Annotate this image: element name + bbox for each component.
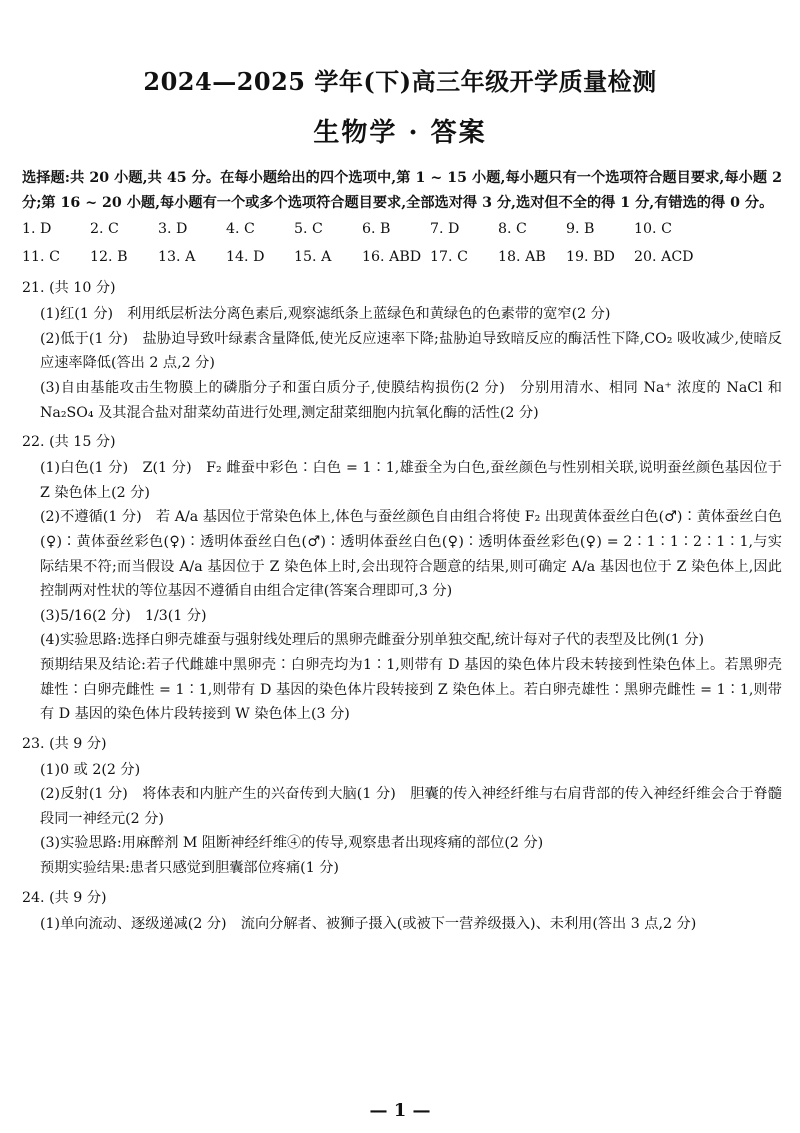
answer-item: 4. C bbox=[226, 221, 255, 238]
answer-item: 10. C bbox=[634, 221, 672, 238]
answer-paragraph: (2)低于(1 分) 盐胁迫导致叶绿素含量降低,使光反应速率下降;盐胁迫导致暗反应的酶活性下降,CO₂ 吸收减少,使暗反应速率降低(答出 2 点,2 分) bbox=[40, 330, 782, 372]
answer-item: 12. B bbox=[90, 249, 128, 266]
answer-item: 14. D bbox=[226, 249, 265, 266]
page-title: 2024—2025 学年(下)高三年级开学质量检测 bbox=[143, 67, 657, 96]
answer-item: 7. D bbox=[430, 221, 460, 238]
answer-item: 13. A bbox=[158, 249, 196, 266]
answer-item: 9. B bbox=[566, 221, 595, 238]
answer-item: 1. D bbox=[22, 221, 52, 238]
question-21 bbox=[22, 274, 782, 425]
answer-item: 19. BD bbox=[566, 249, 615, 266]
answer-paragraph: (3)实验思路:用麻醉剂 M 阻断神经纤维④的传导,观察患者出现疼痛的部位(2 分) bbox=[40, 835, 544, 852]
answer-paragraph: (1)单向流动、逐级递减(2 分) 流向分解者、被狮子摄入(或被下一营养级摄入)、未利用(答出 3 点,2 分) bbox=[40, 915, 697, 932]
answer-item: 17. C bbox=[430, 249, 468, 266]
answer-paragraph: 预期结果及结论:若子代雌雄中黑卵壳∶白卵壳均为1∶1,则带有 D 基因的染色体片段未转接到性染色体上。若黑卵壳雄性∶白卵壳雌性 = 1∶1,则带有 D 基因的染色体片段转接到 Z 染色体上。若白卵壳雄性∶黑卵壳雌性 = 1∶1,则带有 D 基因的染色体片段转接到 W 染色体上(3 分) bbox=[40, 656, 782, 723]
answer-item: 5. C bbox=[294, 221, 323, 238]
answer-paragraph: (1)0 或 2(2 分) bbox=[40, 761, 141, 778]
question-heading: 22. (共 15 分) bbox=[22, 434, 116, 451]
answer-item: 20. ACD bbox=[634, 249, 694, 266]
answer-paragraph: (2)反射(1 分) 将体表和内脏产生的兴奋传到大脑(1 分) 胆囊的传入神经纤维与右肩背部的传入神经纤维会合于脊髓段同一神经元(2 分) bbox=[40, 786, 782, 827]
question-heading: 23. (共 9 分) bbox=[22, 735, 107, 752]
answer-paragraph: (3)5/16(2 分) 1/3(1 分) bbox=[40, 607, 207, 624]
answer-paragraph: (3)自由基能攻击生物膜上的磷脂分子和蛋白质分子,使膜结构损伤(2 分) 分别用清水、相同 Na⁺ 浓度的 NaCl 和 Na₂SO₄ 及其混合盐对甜菜幼苗进行处理,测定甜菜细胞内抗氧化酶的活性(2 分) bbox=[40, 379, 782, 421]
question-heading: 21. (共 10 分) bbox=[22, 280, 116, 297]
page-subtitle: 生物学 · 答案 bbox=[313, 118, 487, 148]
answer-item: 18. AB bbox=[498, 249, 546, 266]
choice-answers-row-2 bbox=[22, 243, 782, 271]
question-23 bbox=[22, 730, 782, 881]
answer-item: 8. C bbox=[498, 221, 527, 238]
answer-item: 3. D bbox=[158, 221, 188, 238]
answer-paragraph: (2)不遵循(1 分) 若 A/a 基因位于常染色体上,体色与蚕丝颜色自由组合将使 F₂ 出现黄体蚕丝白色(♂)∶黄体蚕丝白色(♀)∶黄体蚕丝彩色(♀)∶透明体蚕丝白色(♂)∶透明体蚕丝白色(♀)∶透明体蚕丝彩色(♀) = 2∶1∶1∶2∶1∶1,与实际结果不符;而当假设 A/a 基因位于 Z 染色体上时,会出现符合题意的结果,则可确定 A/a 基因也位于 Z 染色体上,因此控制两对性状的等位基因不遵循自由组合定律(答案合理即可,3 分) bbox=[40, 509, 782, 600]
question-24 bbox=[22, 884, 782, 937]
answer-paragraph: (1)白色(1 分) Z(1 分) F₂ 雌蚕中彩色∶白色 = 1∶1,雄蚕全为白色,蚕丝颜色与性别相关联,说明蚕丝颜色基因位于 Z 染色体上(2 分) bbox=[40, 460, 782, 501]
answer-item: 11. C bbox=[22, 249, 60, 266]
answer-item: 15. A bbox=[294, 249, 332, 266]
answer-item: 6. B bbox=[362, 221, 391, 238]
answer-paragraph: (4)实验思路:选择白卵壳雄蚕与强射线处理后的黑卵壳雌蚕分别单独交配,统计每对子代的表型及比例(1 分) bbox=[40, 632, 705, 649]
choice-answers-row-1 bbox=[22, 215, 782, 243]
answer-paragraph: 预期实验结果:患者只感觉到胆囊部位疼痛(1 分) bbox=[40, 860, 339, 877]
question-22 bbox=[22, 428, 782, 727]
page-number: — 1 — bbox=[369, 1100, 431, 1121]
choice-section-instructions: 选择题:共 20 小题,共 45 分。在每小题给出的四个选项中,第 1 ~ 15 小题,每小题只有一个选项符合题目要求,每小题 2 分;第 16 ~ 20 小题,每小题有一个或多个选项符合题目要求,全部选对得 3 分,选对但不全的得 1 分,有错选的得 0 分。 bbox=[22, 170, 782, 211]
question-heading: 24. (共 9 分) bbox=[22, 889, 107, 906]
answer-content bbox=[22, 166, 782, 936]
answer-item: 16. ABD bbox=[362, 249, 422, 266]
answer-item: 2. C bbox=[90, 221, 119, 238]
answer-paragraph: (1)红(1 分) 利用纸层析法分离色素后,观察滤纸条上蓝绿色和黄绿色的色素带的宽窄(2 分) bbox=[40, 306, 611, 323]
